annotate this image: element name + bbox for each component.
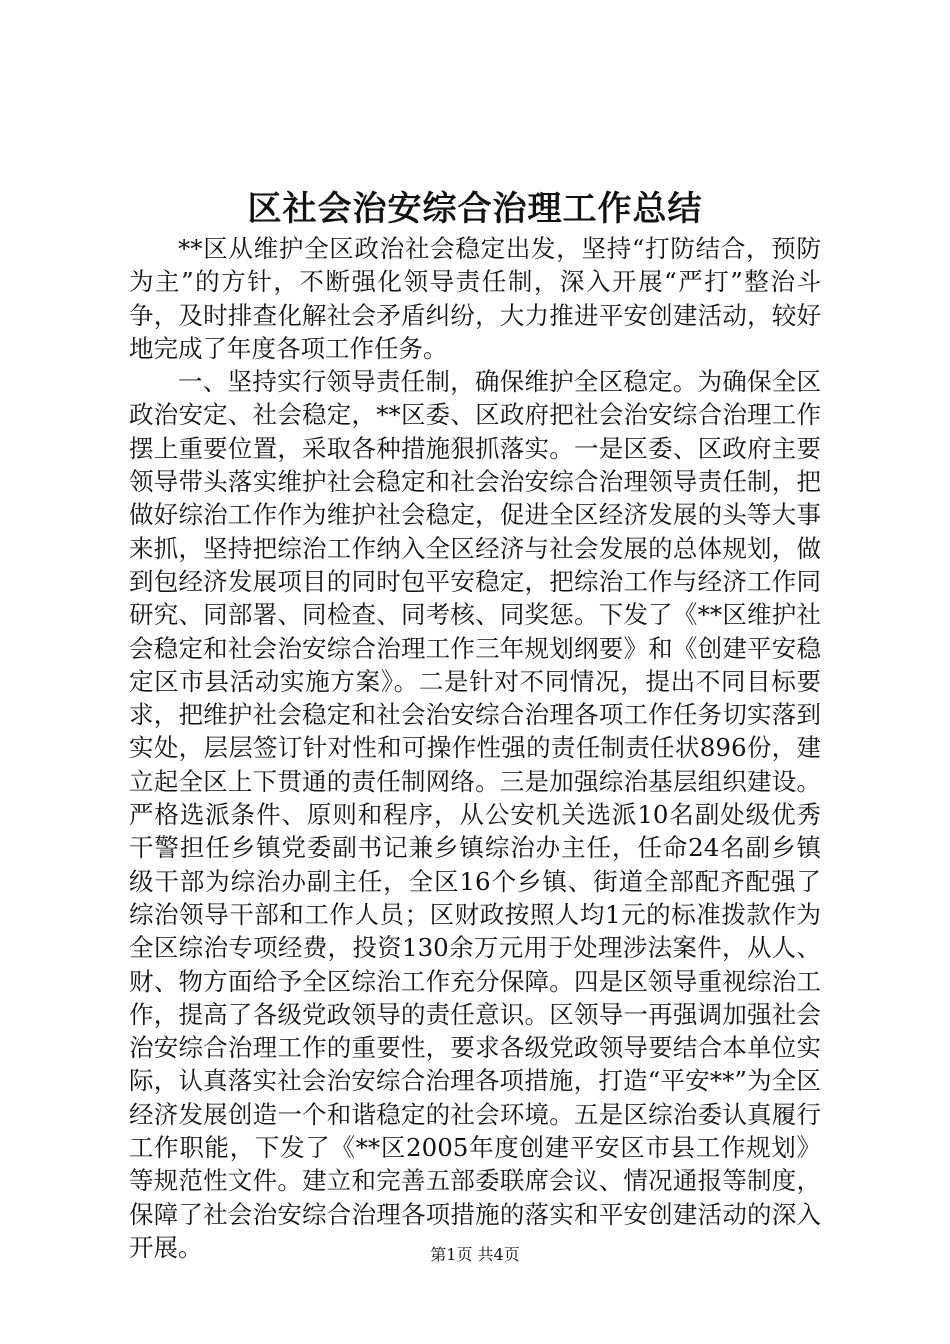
page-number-footer: 第1页 共4页 [430,1245,520,1264]
body-paragraph-intro: **区从维护全区政治社会稳定出发，坚持“打防结合，预防为主”的方针，不断强化领导责任制，深入开展“严打”整治斗争，及时排查化解社会矛盾纠纷，大力推进平安创建活动，较好地完成了年度各项工作任务。 [129,234,821,363]
document-title: 区社会治安综合治理工作总结 [247,189,703,229]
body-paragraph-section-1: 一、坚持实行领导责任制，确保维护全区稳定。为确保全区政治安定、社会稳定，**区委、区政府把社会治安综合治理工作摆上重要位置，采取各种措施狠抓落实。一是区委、区政府主要领导带头落实维护社会稳定和社会治安综合治理领导责任制，把做好综治工作作为维护社会稳定，促进全区经济发展的头等大事来抓，坚持把综治工作纳入全区经济与社会发展的总体规划，做到包经济发展项目的同时包平安稳定，把综治工作与经济工作同研究、同部署、同检查、同考核、同奖惩。下发了《**区维护社会稳定和社会治安综合治理工作三年规划纲要》和《创建平安稳定区市县活动实施方案》。二是针对不同情况，提出不同目标要求，把维护社会稳定和社会治安综合治理各项工作任务切实落到实处，层层签订针对性和可操作性强的责任制责任状896份，建立起全区上下贯通的责任制网络。三是加强综治基层组织建设。严格选派条件、原则和程序，从公安机关选派10名副处级优秀干警担任乡镇党委副书记兼乡镇综治办主任，任命24名副乡镇级干部为综治办副主任，全区16个乡镇、街道全部配齐配强了综治领导干部和工作人员；区财政按照人均1元的标准拨款作为全区综治专项经费，投资130余万元用于处理涉法案件，从人、财、物方面给予全区综治工作充分保障。四是区领导重视综治工作，提高了各级党政领导的责任意识。区领导一再强调加强社会治安综合治理工作的重要性，要求各级党政领导要结合本单位实际，认真落实社会治安综合治理各项措施，打造“平安**”为全区经济发展创造一个和谐稳定的社会环境。五是区综治委认真履行工作职能，下发了《**区2005年度创建平安区市县工作规划》等规范性文件。建立和完善五部委联席会议、情况通报等制度，保障了社会治安综合治理各项措施的落实和平安创建活动的深入开展。 [129,367,821,1262]
document-body [129,232,821,1264]
